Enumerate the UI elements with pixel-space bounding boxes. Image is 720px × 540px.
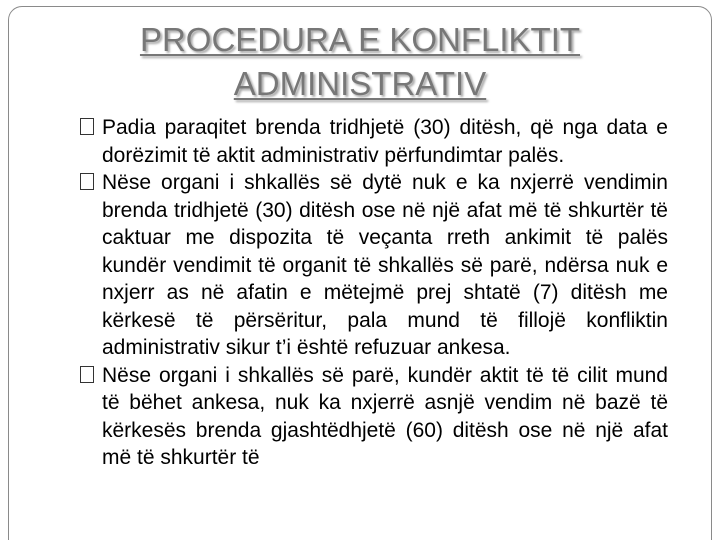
- bullet-text: Nëse organi i shkallës së dytë nuk e ka nxjerrë vendimin brenda tridhjetë (30) ditësh ose në një afat më të shkurtër të caktuar me dispozita të veçanta rreth ankimit të palës kundër vendimit të organit të shkallës së parë, ndërsa nuk e nxjerr as në afatin e mëtejmë prej shtatë (7) ditësh me kërkesë të përsëritur, pala mund të fillojë konfliktin administrativ sikur t’i është refuzuar ankesa.: [102, 171, 668, 359]
- bullet-text: Nëse organi i shkallës së parë, kundër aktit të të cilit mund të bëhet ankesa, nuk ka nxjerrë asnjë vendim në bazë të kërkesës brenda gjashtëdhjetë (60) ditësh ose në një afat më të shkurtër të: [102, 363, 668, 469]
- bullet-item: [80, 114, 668, 169]
- bullet-list: [80, 114, 668, 472]
- bullet-box-icon: [80, 118, 94, 135]
- title-line-2: ADMINISTRATIV: [233, 65, 487, 102]
- title-line-1: PROCEDURA E KONFLIKTIT: [139, 21, 581, 58]
- bullet-item: [80, 362, 668, 472]
- slide-title: [60, 18, 660, 106]
- bullet-box-icon: [80, 173, 94, 190]
- bullet-item: [80, 169, 668, 362]
- bullet-text: Padia paraqitet brenda tridhjetë (30) ditësh, që nga data e dorëzimit të aktit administrativ përfundimtar palës.: [102, 116, 668, 167]
- bullet-box-icon: [80, 366, 94, 383]
